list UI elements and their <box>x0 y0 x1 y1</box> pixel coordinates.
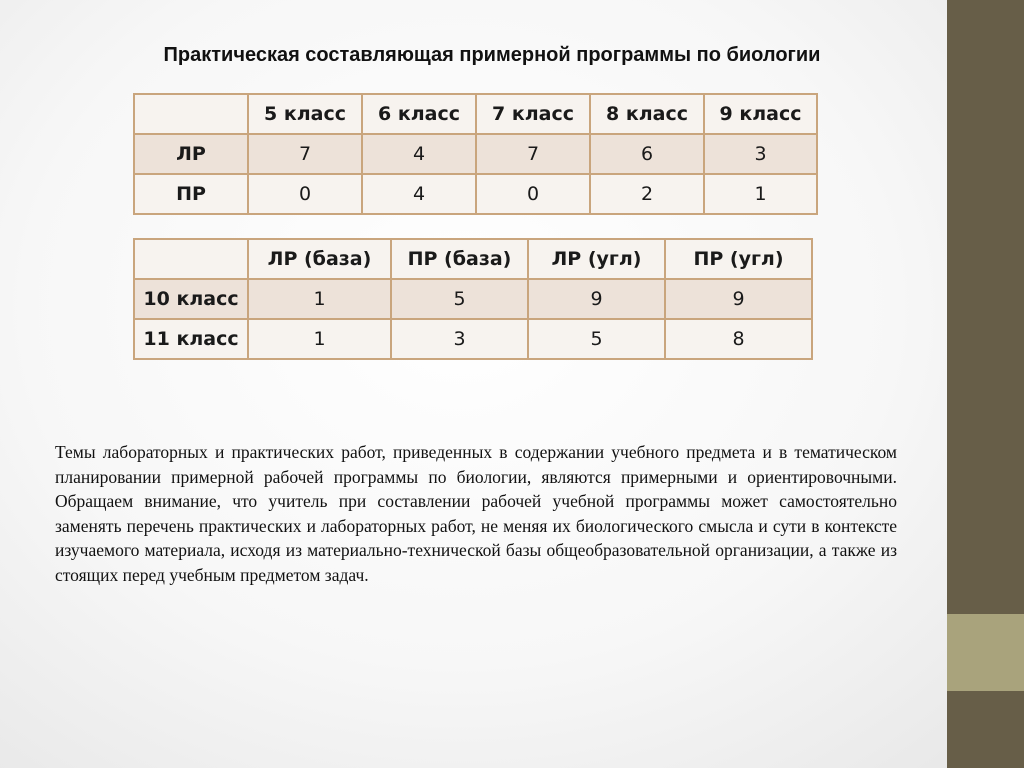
table-row <box>134 134 817 174</box>
table-header-cell: ЛР (база) <box>248 239 391 279</box>
table-cell: 1 <box>248 279 391 319</box>
table-cell: 3 <box>391 319 528 359</box>
table-row <box>134 319 812 359</box>
table-cell: 3 <box>704 134 817 174</box>
side-decor-accent <box>947 614 1024 691</box>
table-header-cell <box>134 94 248 134</box>
table-header-cell: ПР (угл) <box>665 239 812 279</box>
table-cell: 7 <box>248 134 362 174</box>
table-cell: 0 <box>476 174 590 214</box>
table-header-cell: 8 класс <box>590 94 704 134</box>
page-title: Практическая составляющая примерной программы по биологии <box>163 44 821 66</box>
table-cell: 4 <box>362 174 476 214</box>
grades-10-11-table <box>133 238 813 360</box>
row-label: ЛР <box>134 134 248 174</box>
table-row <box>134 279 812 319</box>
table-header-cell: ПР (база) <box>391 239 528 279</box>
table-cell: 0 <box>248 174 362 214</box>
table-cell: 4 <box>362 134 476 174</box>
table-cell: 9 <box>665 279 812 319</box>
table-cell: 5 <box>528 319 665 359</box>
table-header-row <box>134 94 817 134</box>
grades-5-9-table <box>133 93 818 215</box>
table-cell: 2 <box>590 174 704 214</box>
row-label: 10 класс <box>134 279 248 319</box>
table-cell: 7 <box>476 134 590 174</box>
table-header-cell: 5 класс <box>248 94 362 134</box>
table-cell: 1 <box>248 319 391 359</box>
body-paragraph: Темы лабораторных и практических работ, приведенных в содержании учебного предмета и в тематическом планировании примерной рабочей программы по биологии, являются примерными и ориентировочными. Обращаем внимание, что учитель при составлении рабочей учебной программы может самостоятельно заменять перечень практических и лабораторных работ, не меняя их биологического смысла и сути в контексте изучаемого материала, исходя из материально-технической базы общеобразовательной организации, а также из стоящих перед учебным предметом задач. <box>55 442 897 585</box>
table-header-row <box>134 239 812 279</box>
table-header-cell: 9 класс <box>704 94 817 134</box>
table-cell: 8 <box>665 319 812 359</box>
table-cell: 1 <box>704 174 817 214</box>
table-cell: 6 <box>590 134 704 174</box>
table-header-cell: 7 класс <box>476 94 590 134</box>
table-row <box>134 174 817 214</box>
table-cell: 9 <box>528 279 665 319</box>
row-label: 11 класс <box>134 319 248 359</box>
table-header-cell <box>134 239 248 279</box>
table-header-cell: ЛР (угл) <box>528 239 665 279</box>
table-header-cell: 6 класс <box>362 94 476 134</box>
row-label: ПР <box>134 174 248 214</box>
table-cell: 5 <box>391 279 528 319</box>
